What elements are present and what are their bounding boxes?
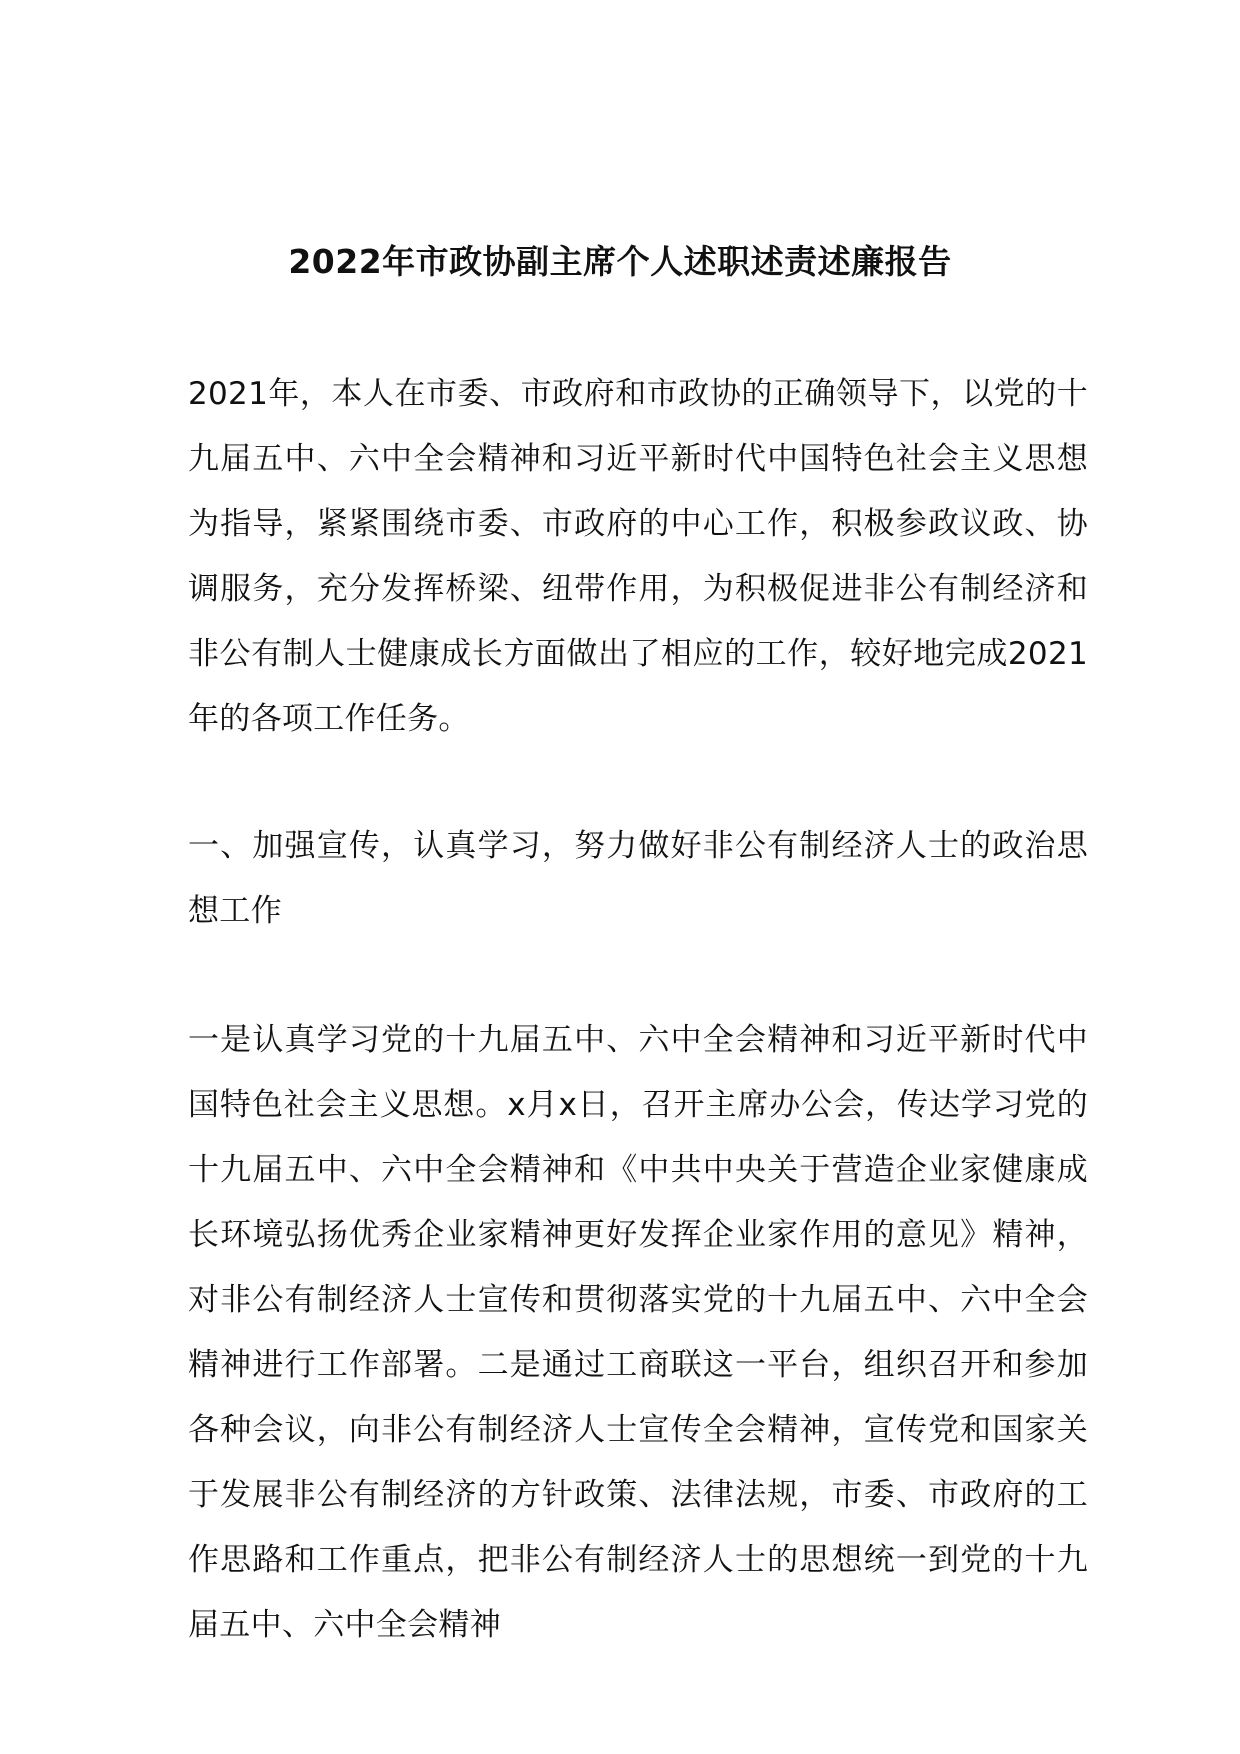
paragraph-intro: 2021年，本人在市委、市政府和市政协的正确领导下，以党的十九届五中、六中全会精神和习近平新时代中国特色社会主义思想为指导，紧紧围绕市委、市政府的中心工作，积极参政议政、协调服务，充分发挥桥梁、纽带作用，为积极促进非公有制经济和非公有制人士健康成长方面做出了相应的工作，较好地完成2021年的各项工作任务。 — [188, 376, 1088, 737]
paragraph-section-1: 一是认真学习党的十九届五中、六中全会精神和习近平新时代中国特色社会主义思想。x月x日，召开主席办公会，传达学习党的十九届五中、六中全会精神和《中共中央关于营造企业家健康成长环境弘扬优秀企业家精神更好发挥企业家作用的意见》精神，对非公有制经济人士宣传和贯彻落实党的十九届五中、六中全会精神进行工作部署。二是通过工商联这一平台，组织召开和参加各种会议，向非公有制经济人士宣传全会精神，宣传党和国家关于发展非公有制经济的方针政策、法律法规，市委、市政府的工作思路和工作重点，把非公有制经济人士的思想统一到党的十九届五中、六中全会精神 — [188, 1022, 1088, 1643]
document-title: 2022年市政协副主席个人述职述责述廉报告 — [288, 242, 952, 281]
section-heading-1: 一、加强宣传，认真学习，努力做好非公有制经济人士的政治思想工作 — [188, 828, 1088, 929]
